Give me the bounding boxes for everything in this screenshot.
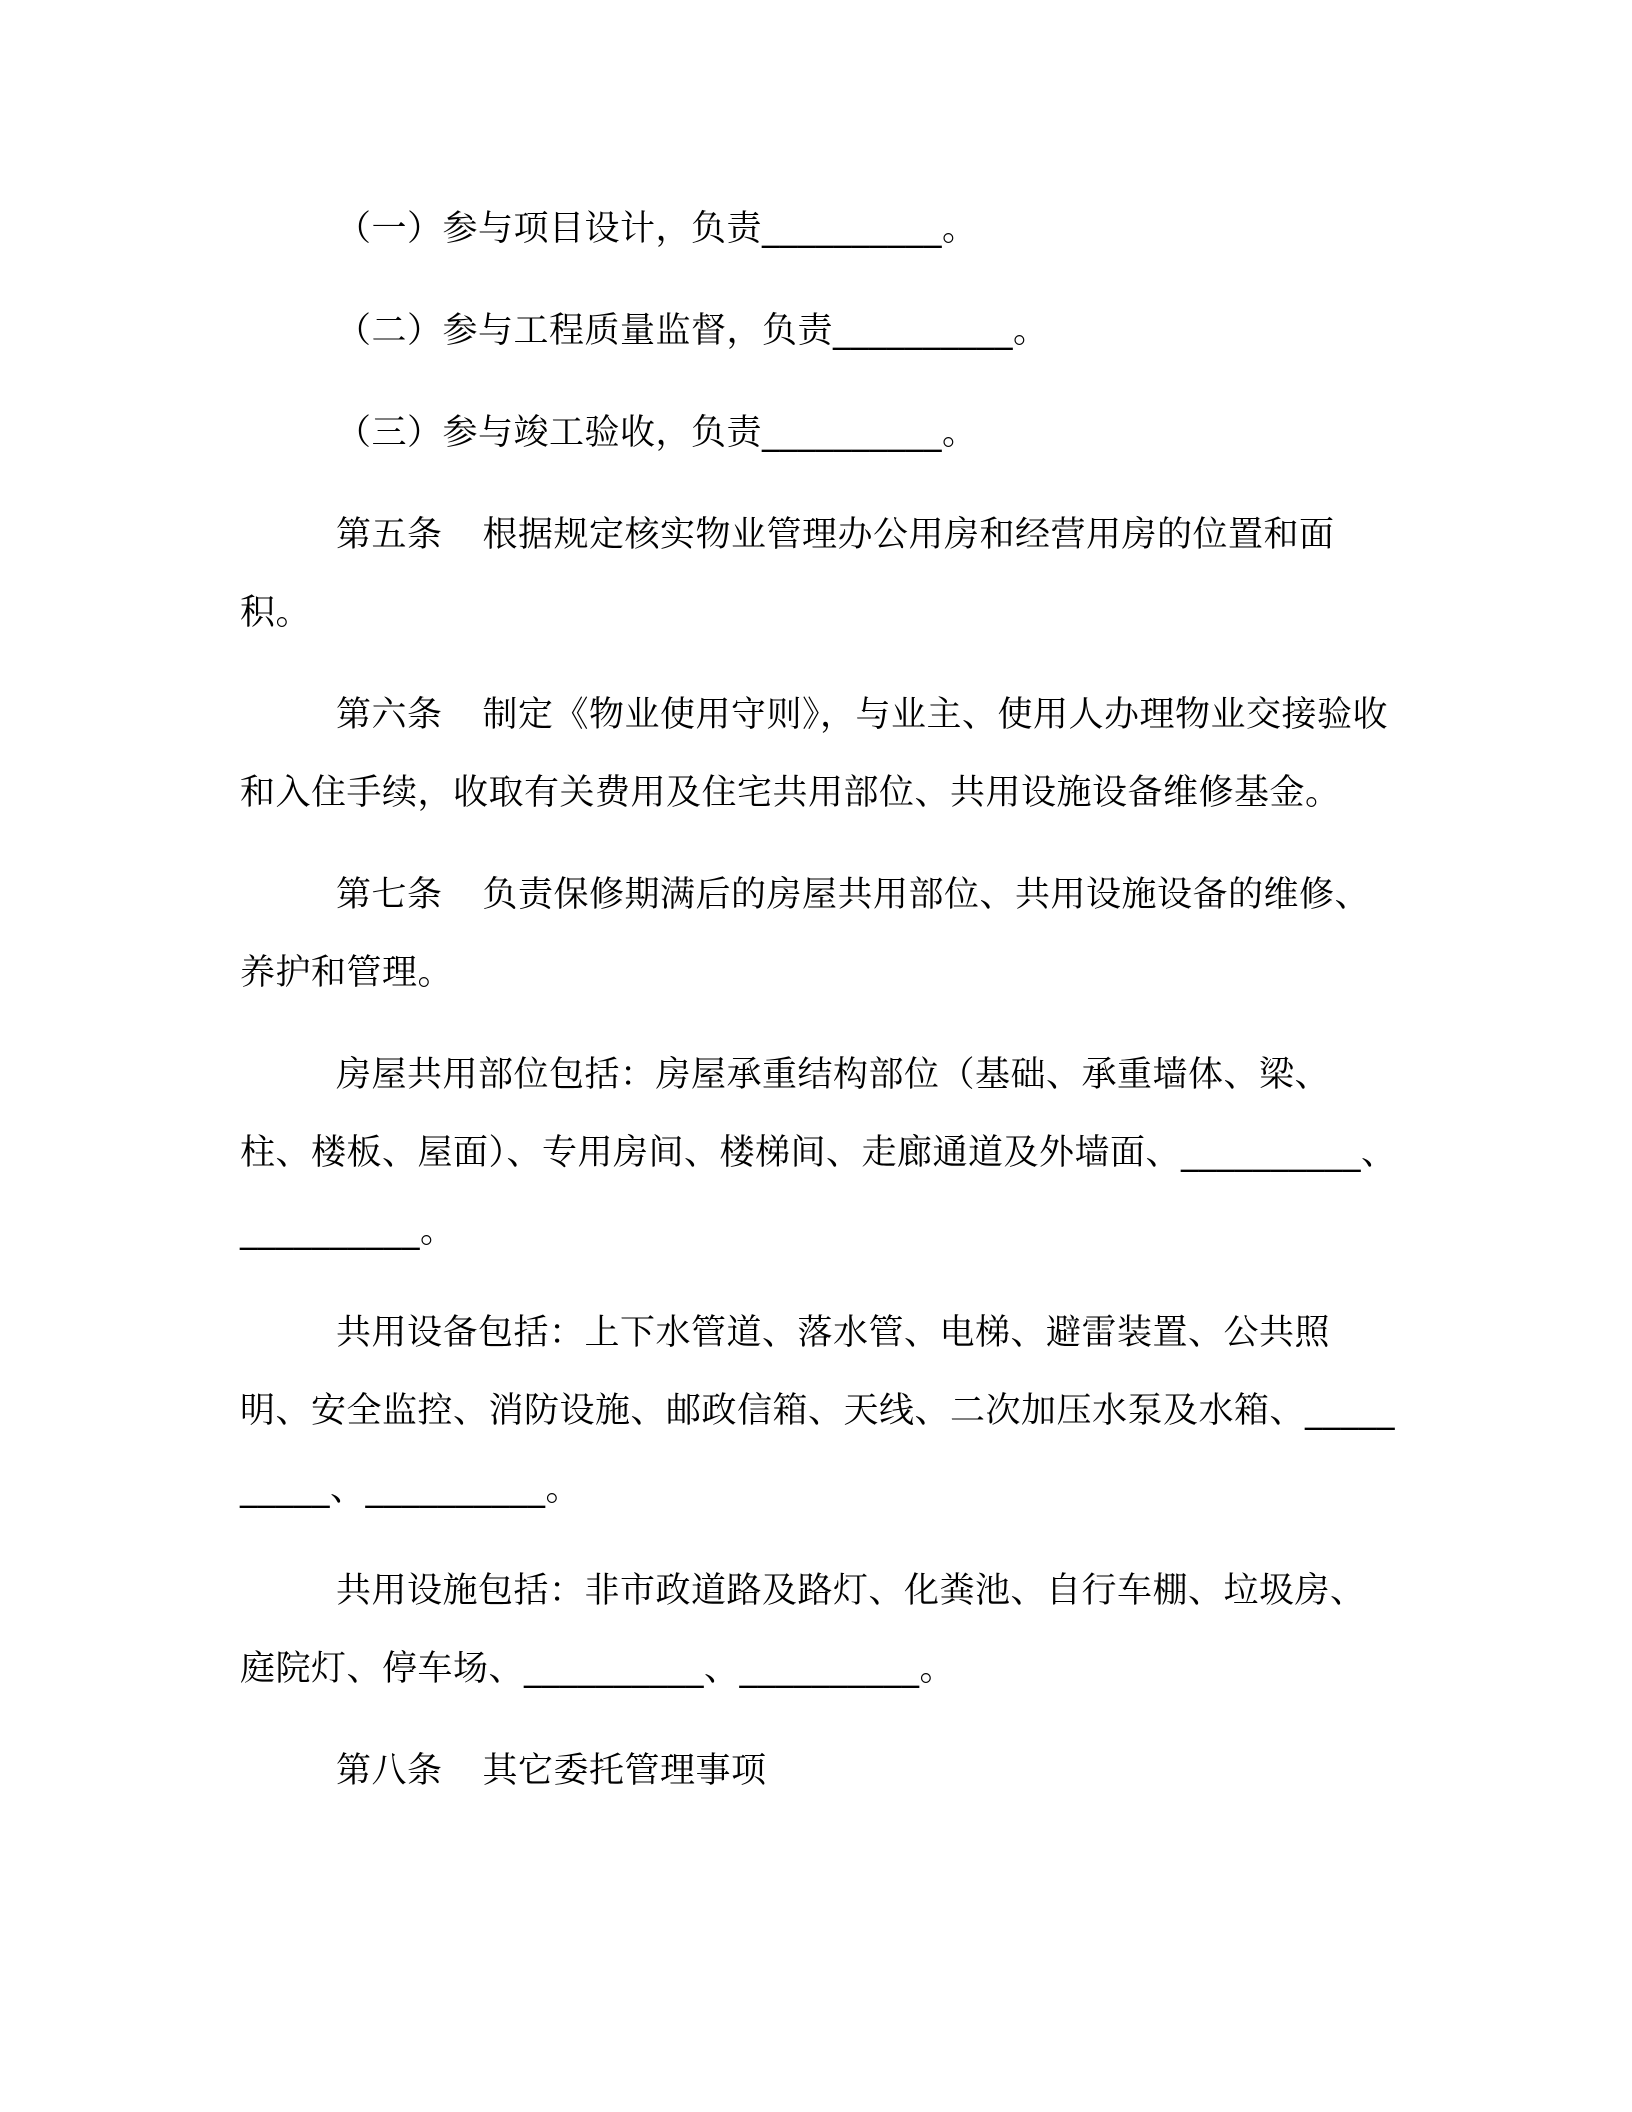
- shared-parts-paragraph: [240, 1036, 1400, 1270]
- shared-parts-text: 房屋共用部位包括：房屋承重结构部位（基础、承重墙体、梁、柱、楼板、屋面）、专用房间、楼梯间、走廊通道及外墙面、__________、__________。: [240, 1055, 1397, 1251]
- item-3-text: （三）参与竣工验收，负责__________。: [336, 413, 978, 453]
- item-2-paragraph: [240, 292, 1400, 370]
- article-5-paragraph: [240, 496, 1400, 652]
- article-6-text: 制定《物业使用守则》，与业主、使用人办理物业交接验收和入住手续，收取有关费用及住宅共用部位、共用设施设备维修基金。: [240, 695, 1389, 813]
- item-1-text: （一）参与项目设计，负责__________。: [336, 209, 978, 249]
- article-7-paragraph: [240, 856, 1400, 1012]
- document-body: [240, 190, 1400, 1834]
- article-5-label: 第五条: [336, 515, 443, 555]
- article-5-text: 根据规定核实物业管理办公用房和经营用房的位置和面积。: [240, 515, 1335, 633]
- shared-equipment-paragraph: [240, 1294, 1400, 1528]
- item-2-text: （二）参与工程质量监督，负责__________。: [336, 311, 1049, 351]
- article-6-label: 第六条: [336, 695, 443, 735]
- item-1-paragraph: [240, 190, 1400, 268]
- article-7-label: 第七条: [336, 875, 443, 915]
- article-7-text: 负责保修期满后的房屋共用部位、共用设施设备的维修、养护和管理。: [240, 875, 1371, 993]
- shared-facilities-paragraph: [240, 1552, 1400, 1708]
- article-8-text: 其它委托管理事项: [482, 1751, 767, 1791]
- article-6-paragraph: [240, 676, 1400, 832]
- item-3-paragraph: [240, 394, 1400, 472]
- article-8-paragraph: [240, 1732, 1400, 1810]
- shared-facilities-text: 共用设施包括：非市政道路及路灯、化粪池、自行车棚、垃圾房、庭院灯、停车场、__________、__________。: [240, 1571, 1366, 1689]
- shared-equipment-text: 共用设备包括：上下水管道、落水管、电梯、避雷装置、公共照明、安全监控、消防设施、邮政信箱、天线、二次加压水泵及水箱、__________、__________。: [240, 1313, 1396, 1509]
- article-8-label: 第八条: [336, 1751, 443, 1791]
